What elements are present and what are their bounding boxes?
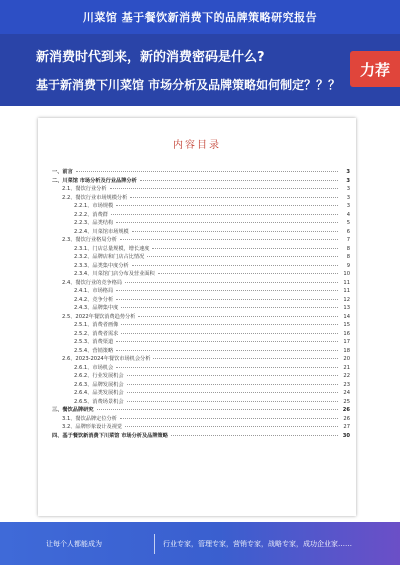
toc-entry-text: 2.4.2、竞争分析 xyxy=(74,296,114,303)
toc-entry-text: 2.5、2022年餐饮消费趋势分析 xyxy=(62,313,136,320)
toc-entry-text: 2.2、餐饮行业市场规模分析 xyxy=(62,194,128,201)
toc-page-number: 11 xyxy=(343,279,350,286)
toc-leader-dots xyxy=(125,426,338,427)
toc-entry[interactable] xyxy=(52,236,350,245)
toc-entry[interactable] xyxy=(52,372,350,381)
toc-entry-text: 3.2、品牌形象设计及视觉 xyxy=(62,424,123,430)
toc-entry-text: 三、餐饮品牌研究 xyxy=(52,407,94,413)
toc-entry[interactable] xyxy=(52,177,350,186)
footer-divider xyxy=(154,534,155,554)
toc-leader-dots xyxy=(152,248,338,249)
toc-leader-dots xyxy=(171,435,338,436)
toc-page-number: 17 xyxy=(343,339,350,345)
toc-entry-text: 2.1、餐饮行业分析 xyxy=(62,186,107,192)
toc-page-number: 26 xyxy=(343,415,350,422)
toc-page-number: 13 xyxy=(343,305,350,311)
toc-entry[interactable] xyxy=(52,398,350,407)
toc-entry[interactable] xyxy=(52,228,350,237)
toc-page-number: 6 xyxy=(346,228,350,235)
toc-entry-text: 2.6.2、行业发展机会 xyxy=(74,373,124,379)
toc-page-number: 30 xyxy=(342,432,350,439)
toc-page-number: 12 xyxy=(343,296,350,303)
toc-entry[interactable] xyxy=(52,330,350,339)
toc-entry-text: 2.4.1、市场格局 xyxy=(74,288,114,294)
toc-page-number: 26 xyxy=(342,407,350,413)
toc-entry[interactable] xyxy=(52,245,350,254)
toc-leader-dots xyxy=(121,324,338,325)
toc-page-number: 8 xyxy=(346,245,350,252)
toc-page-number: 3 xyxy=(346,186,350,192)
toc-page-number: 5 xyxy=(346,220,350,226)
toc-page-number: 23 xyxy=(343,381,350,388)
toc-page-number: 3 xyxy=(346,169,350,175)
table-of-contents xyxy=(52,168,350,440)
toc-entry-text: 四、基于餐饮新消费下川菜馆 市场分析及品牌策略 xyxy=(52,432,168,439)
toc-entry[interactable] xyxy=(52,279,350,288)
toc-entry[interactable] xyxy=(52,270,350,279)
toc-page-number: 3 xyxy=(346,203,350,209)
toc-entry[interactable] xyxy=(52,389,350,398)
toc-entry-text: 2.3.1、门店总量规模，增长速度 xyxy=(74,245,150,252)
toc-leader-dots xyxy=(132,265,338,266)
toc-page-number: 21 xyxy=(343,364,350,371)
toc-leader-dots xyxy=(116,205,338,206)
toc-leader-dots xyxy=(132,231,338,232)
document-page xyxy=(38,118,356,516)
toc-leader-dots xyxy=(121,307,338,308)
toc-entry[interactable] xyxy=(52,202,350,211)
footer-banner xyxy=(0,522,400,565)
toc-page-number: 3 xyxy=(346,194,350,201)
toc-page-number: 18 xyxy=(343,347,350,354)
toc-leader-dots xyxy=(147,256,338,257)
toc-page-number: 15 xyxy=(343,322,350,328)
toc-entry-text: 2.3.2、品牌店和门店占比情况 xyxy=(74,254,145,260)
toc-entry[interactable] xyxy=(52,406,350,415)
toc-entry-text: 2.6、2023-2024年餐饮市场机会分析 xyxy=(62,356,151,362)
toc-entry[interactable] xyxy=(52,321,350,330)
toc-leader-dots xyxy=(116,350,338,351)
toc-entry[interactable] xyxy=(52,432,350,441)
toc-entry-text: 3.1、餐饮品牌定位分析 xyxy=(62,415,117,422)
toc-entry[interactable] xyxy=(52,347,350,356)
hero-banner xyxy=(0,34,400,106)
toc-leader-dots xyxy=(121,333,338,334)
toc-entry-text: 2.2.2、消费群 xyxy=(74,211,108,218)
toc-leader-dots xyxy=(127,384,338,385)
toc-entry[interactable] xyxy=(52,168,350,177)
toc-entry-text: 2.3.3、品类集中度分析 xyxy=(74,262,129,269)
recommend-badge: 力荐 xyxy=(350,51,400,87)
footer-slogan-left: 让每个人都能成为 xyxy=(46,539,102,548)
toc-entry-text: 2.3.4、川菜馆门店分布及营业面积 xyxy=(74,271,155,277)
toc-entry[interactable] xyxy=(52,287,350,296)
toc-page-number: 7 xyxy=(346,237,350,243)
toc-entry-text: 2.6.5、消费场景机会 xyxy=(74,398,124,405)
toc-leader-dots xyxy=(138,316,338,317)
toc-page-number: 4 xyxy=(346,211,350,218)
toc-page-number: 20 xyxy=(343,356,350,362)
banner-subhead: 基于新消费下川菜馆 市场分析及品牌策略如何制定？？？ xyxy=(36,78,341,92)
toc-title: 内容目录 xyxy=(173,140,221,151)
toc-entry[interactable] xyxy=(52,185,350,194)
toc-entry-text: 2.3、餐饮行业格局分析 xyxy=(62,237,117,243)
toc-entry[interactable] xyxy=(52,364,350,373)
toc-leader-dots xyxy=(116,367,338,368)
toc-leader-dots xyxy=(116,290,338,291)
toc-entry[interactable] xyxy=(52,338,350,347)
toc-entry-text: 2.4.3、品牌集中度 xyxy=(74,305,119,311)
toc-page-number: 10 xyxy=(343,271,350,277)
toc-leader-dots xyxy=(116,299,338,300)
toc-entry-text: 2.6.3、品牌发展机会 xyxy=(74,381,124,388)
toc-entry-text: 2.4、餐饮行业的竞争格局 xyxy=(62,279,123,286)
toc-entry-text: 2.2.1、市场规模 xyxy=(74,203,114,209)
toc-page-number: 25 xyxy=(343,398,350,405)
toc-leader-dots xyxy=(153,358,338,359)
toc-entry-text: 二、川菜馆 市场分析及行业品牌分析 xyxy=(52,177,137,184)
toc-entry[interactable] xyxy=(52,211,350,220)
toc-page-number: 14 xyxy=(343,313,350,320)
toc-page-number: 27 xyxy=(343,424,350,430)
toc-entry[interactable] xyxy=(52,415,350,424)
toc-entry-text: 2.6.4、品类发展机会 xyxy=(74,390,124,396)
toc-page-number: 9 xyxy=(346,262,350,269)
toc-page-number: 22 xyxy=(343,373,350,379)
toc-entry-text: 2.6.1、市场机会 xyxy=(74,364,114,371)
toc-leader-dots xyxy=(116,341,338,342)
toc-leader-dots xyxy=(110,188,338,189)
toc-entry-text: 一、前言 xyxy=(52,169,73,175)
toc-leader-dots xyxy=(127,375,338,376)
toc-entry-text: 2.5.3、消费渠道 xyxy=(74,339,114,345)
toc-entry[interactable] xyxy=(52,194,350,203)
toc-leader-dots xyxy=(97,409,338,410)
toc-entry[interactable] xyxy=(52,355,350,364)
top-header-bar xyxy=(0,0,400,34)
toc-entry[interactable] xyxy=(52,219,350,228)
toc-page-number: 16 xyxy=(343,330,350,337)
toc-leader-dots xyxy=(127,392,338,393)
toc-entry-text: 2.5.4、营销策略 xyxy=(74,347,114,354)
toc-entry-text: 2.2.3、品类结构 xyxy=(74,220,114,226)
toc-page-number: 24 xyxy=(343,390,350,396)
toc-entry[interactable] xyxy=(52,253,350,262)
toc-page-number: 8 xyxy=(346,254,350,260)
toc-entry[interactable] xyxy=(52,313,350,322)
footer-slogan-right: 行业专家，管理专家，营销专家，战略专家，成功企业家…… xyxy=(163,539,352,548)
toc-leader-dots xyxy=(120,239,338,240)
toc-leader-dots xyxy=(158,273,338,274)
toc-leader-dots xyxy=(116,222,338,223)
toc-leader-dots xyxy=(111,214,338,215)
toc-leader-dots xyxy=(120,418,338,419)
toc-entry[interactable] xyxy=(52,304,350,313)
toc-page-number: 3 xyxy=(346,177,350,184)
report-title: 川菜馆 基于餐饮新消费下的品牌策略研究报告 xyxy=(82,11,318,24)
toc-page-number: 11 xyxy=(343,288,350,294)
toc-leader-dots xyxy=(76,171,338,172)
toc-entry[interactable] xyxy=(52,381,350,390)
toc-leader-dots xyxy=(127,401,338,402)
banner-headline: 新消费时代到来，新的消费密码是什么? xyxy=(36,50,265,65)
toc-leader-dots xyxy=(140,180,338,181)
toc-entry-text: 2.2.4、川菜馆市场规模 xyxy=(74,228,129,235)
toc-entry[interactable] xyxy=(52,262,350,271)
toc-leader-dots xyxy=(130,197,338,198)
toc-entry[interactable] xyxy=(52,296,350,305)
toc-entry[interactable] xyxy=(52,423,350,432)
toc-entry-text: 2.5.2、消费者需求 xyxy=(74,330,119,337)
toc-leader-dots xyxy=(125,282,338,283)
toc-entry-text: 2.5.1、消费者画像 xyxy=(74,322,119,328)
